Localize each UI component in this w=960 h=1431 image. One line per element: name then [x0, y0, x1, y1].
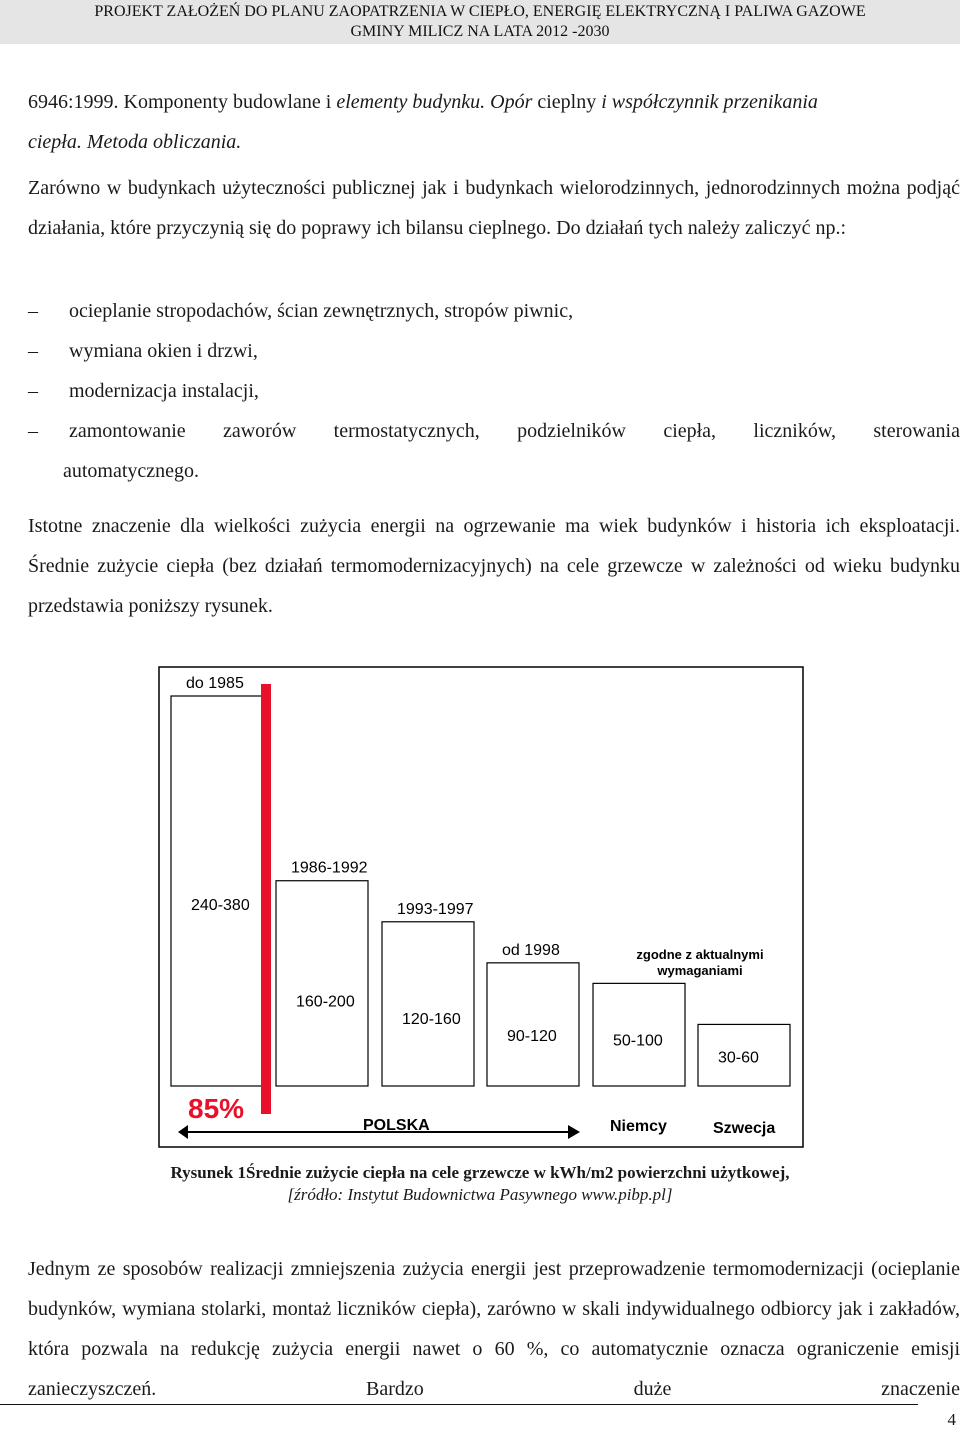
bar-category-label: 1993-1997 — [397, 900, 474, 918]
bar-range-label: 30-60 — [718, 1049, 759, 1067]
figure-source: [źródło: Instytut Budownictwa Pasywnego www.pibp.pl] — [287, 1185, 673, 1204]
chart-bar — [276, 881, 368, 1086]
bar-category-label: od 1998 — [502, 941, 560, 959]
bar-category-label: 1986-1992 — [291, 859, 368, 877]
chart-bar — [171, 696, 263, 1086]
chart-bar — [487, 963, 579, 1086]
list-item — [28, 331, 960, 371]
page-header — [0, 0, 960, 44]
header-title-line2: GMINY MILICZ NA LATA 2012 -2030 — [350, 23, 610, 40]
arrow-label: Szwecja — [713, 1120, 776, 1137]
bar-range-label: 50-100 — [613, 1032, 663, 1050]
dash-bullet: – — [28, 340, 38, 362]
red-bar — [261, 684, 271, 1114]
dash-bullet: – — [28, 420, 38, 442]
arrow-label: Niemcy — [610, 1118, 667, 1135]
arrow-label: POLSKA — [363, 1117, 430, 1134]
list-item-text: modernizacja instalacji, — [69, 380, 259, 402]
bar-note-label: zgodne z aktualnymi — [636, 947, 764, 962]
figure-caption: Rysunek 1Średnie zużycie ciepła na cele grzewcze w kWh/m2 powierzchni użytkowej, — [170, 1163, 790, 1182]
page-number: 4 — [947, 1410, 956, 1429]
chart-bar — [382, 922, 474, 1086]
paragraph-3: Jednym ze sposobów realizacji zmniejszenia zużycia energii jest przeprowadzenie termomodernizacji (ocieplanie budynków, wymiana stolarki, montaż liczników ciepła), zarówno w skali indywidualnego odbiorcy jak i zakładów, która pozwala na redukcję zużycia energii nawet o 60 %, co automatycznie oznacza ograniczenie emisji zanieczyszczeń. Bardzo duże znaczenie — [28, 1258, 960, 1400]
bar-range-label: 90-120 — [507, 1027, 557, 1045]
footer-rule — [0, 1404, 918, 1405]
intro-text-line2: ciepła. Metoda obliczania. — [28, 131, 242, 153]
intro-text-3: cieplny — [537, 91, 602, 113]
bar-category-label: do 1985 — [186, 675, 244, 692]
dash-bullet: – — [28, 300, 38, 322]
list-item — [28, 371, 960, 411]
paragraph-2: Istotne znaczenie dla wielkości zużycia energii na ogrzewanie ma wiek budynków i historia ich eksploatacji. Średnie zużycie ciepła (bez działań termomodernizacyjnych) na cele grzewcze w zależności od wieku budynku przedstawia poniższy rysunek. — [28, 515, 960, 617]
intro-text-4: i współczynnik przenikania — [601, 91, 818, 113]
header-title-line1: PROJEKT ZAŁOŻEŃ DO PLANU ZAOPATRZENIA W CIEPŁO, ENERGIĘ ELEKTRYCZNĄ I PALIWA GAZOWE — [94, 3, 866, 20]
list-item — [28, 291, 960, 331]
intro-text-2: elementy budynku. Opór — [336, 91, 538, 113]
list-item — [28, 411, 960, 491]
intro-paragraph — [28, 82, 960, 162]
bar-range-label: 160-200 — [296, 993, 355, 1011]
intro-text-1: 6946:1999. Komponenty budowlane i — [28, 91, 337, 113]
paragraph-1: Zarówno w budynkach użyteczności publicznej jak i budynkach wielorodzinnych, jednorodzinnych można podjąć działania, które przyczynią się do poprawy ich bilansu cieplnego. Do działań tych należy zaliczyć np.: — [28, 177, 960, 239]
list-item-text: wymiana okien i drzwi, — [69, 340, 258, 362]
chart-svg — [158, 666, 804, 1148]
list-item-text-continued: automatycznego. — [63, 460, 200, 482]
bar-range-label: 240-380 — [191, 897, 250, 914]
dash-bullet: – — [28, 380, 38, 402]
list-item-text: ocieplanie stropodachów, ścian zewnętrznych, stropów piwnic, — [69, 300, 574, 322]
bar-note-label: wymaganiami — [657, 963, 743, 978]
list-item-text: zamontowanie zaworów termostatycznych, podzielników ciepła, liczników, sterowania — [69, 420, 960, 442]
red-bar-label: 85% — [188, 1093, 245, 1124]
consumption-chart — [158, 666, 804, 1148]
bar-range-label: 120-160 — [402, 1010, 461, 1028]
